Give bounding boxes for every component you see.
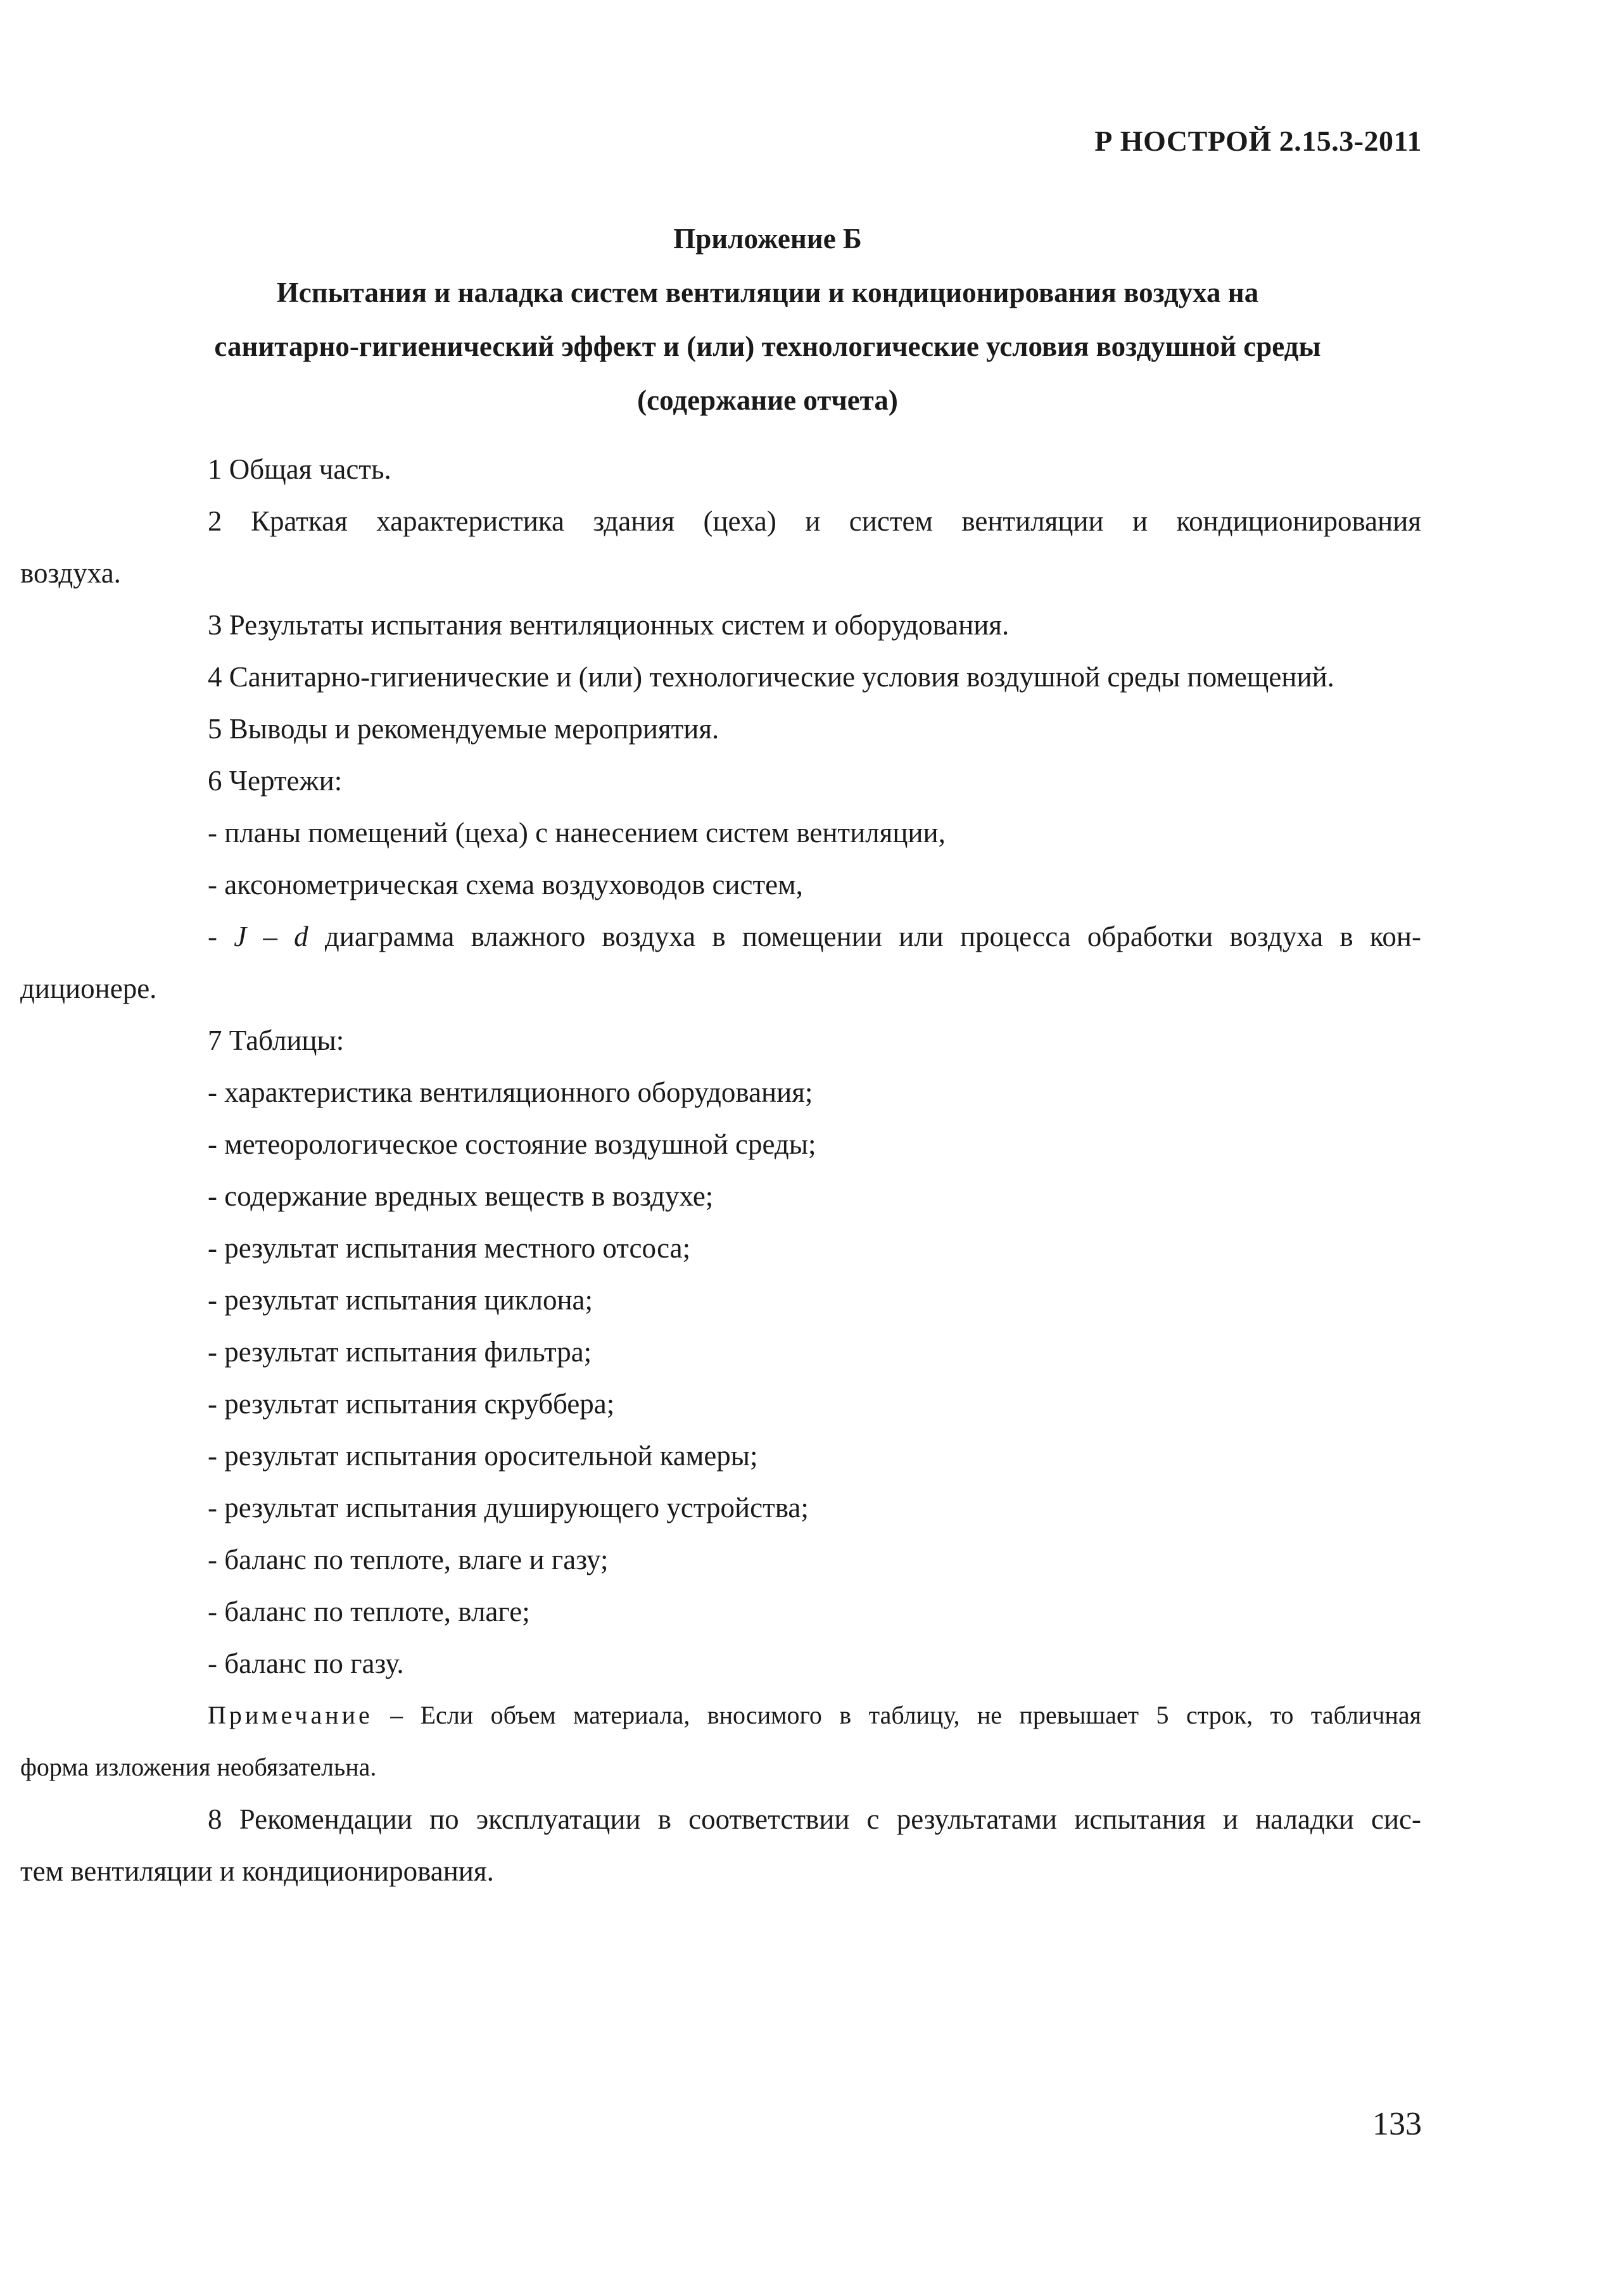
jd-line-1-text: диаграмма влажного воздуха в помещении или процесса обработки воздуха в кон- — [308, 921, 1421, 952]
report-contents — [20, 443, 1421, 1897]
jd-prefix: - — [208, 921, 234, 952]
table-item: - результат испытания циклона; — [208, 1284, 593, 1316]
drawing-item-jd — [20, 911, 1421, 1014]
note-line-1 — [114, 1689, 1421, 1741]
drawing-item: - аксонометрическая схема воздуховодов систем, — [208, 869, 803, 900]
jd-symbol: J – d — [234, 921, 308, 952]
item-8-line-1: 8 Рекомендации по эксплуатации в соответствии с результатами испытания и наладки сис- — [208, 1803, 1421, 1835]
item-2-line-1: 2 Краткая характеристика здания (цеха) и систем вентиляции и кондиционирования — [208, 505, 1421, 537]
appendix-title-line-3: (содержание отчета) — [637, 384, 898, 416]
item-7: 7 Таблицы: — [208, 1025, 345, 1056]
note-label: Примечание — [208, 1701, 373, 1729]
item-3: 3 Результаты испытания вентиляционных систем и оборудования. — [208, 609, 1010, 641]
note — [20, 1689, 1421, 1793]
item-2-line-2: воздуха. — [20, 557, 121, 589]
appendix-title-line-2: санитарно-гигиенический эффект и (или) технологические условия воздушной среды — [214, 331, 1321, 362]
item-6: 6 Чертежи: — [208, 765, 343, 797]
item-8 — [20, 1793, 1421, 1897]
jd-line-2: диционере. — [20, 973, 157, 1004]
table-item: - результат испытания местного отсоса; — [208, 1232, 691, 1264]
note-line-1-text: – Если объем материала, вносимого в таблицу, не превышает 5 строк, то табличная — [372, 1701, 1421, 1729]
table-item: - метеорологическое состояние воздушной среды; — [208, 1128, 816, 1160]
item-4: 4 Санитарно-гигиенические и (или) технологические условия воздушной среды помещений. — [208, 661, 1334, 693]
table-item: - баланс по теплоте, влаге; — [208, 1596, 530, 1627]
table-item: - характеристика вентиляционного оборудования; — [208, 1076, 813, 1108]
appendix-title-line-1: Испытания и наладка систем вентиляции и кондиционирования воздуха на — [276, 277, 1259, 308]
appendix-label: Приложение Б — [673, 223, 862, 255]
drawing-item: - планы помещений (цеха) с нанесением систем вентиляции, — [208, 817, 946, 848]
page-number: 133 — [1372, 2106, 1422, 2142]
appendix-heading — [114, 212, 1421, 427]
table-item: - баланс по теплоте, влаге и газу; — [208, 1544, 609, 1575]
table-item: - результат испытания скруббера; — [208, 1388, 615, 1420]
item-2 — [20, 495, 1421, 599]
table-item: - результат испытания душирующего устройства; — [208, 1492, 809, 1523]
table-item: - результат испытания оросительной камеры; — [208, 1440, 758, 1472]
table-item: - результат испытания фильтра; — [208, 1336, 592, 1368]
table-item: - баланс по газу. — [208, 1648, 404, 1679]
item-8-line-2: тем вентиляции и кондиционирования. — [20, 1855, 494, 1887]
note-line-2: форма изложения необязательна. — [20, 1753, 377, 1781]
document-code: Р НОСТРОЙ 2.15.3-2011 — [1094, 125, 1422, 157]
table-item: - содержание вредных веществ в воздухе; — [208, 1180, 714, 1212]
item-1: 1 Общая часть. — [208, 453, 391, 485]
jd-line-1 — [114, 911, 1421, 962]
item-5: 5 Выводы и рекомендуемые мероприятия. — [208, 713, 719, 745]
